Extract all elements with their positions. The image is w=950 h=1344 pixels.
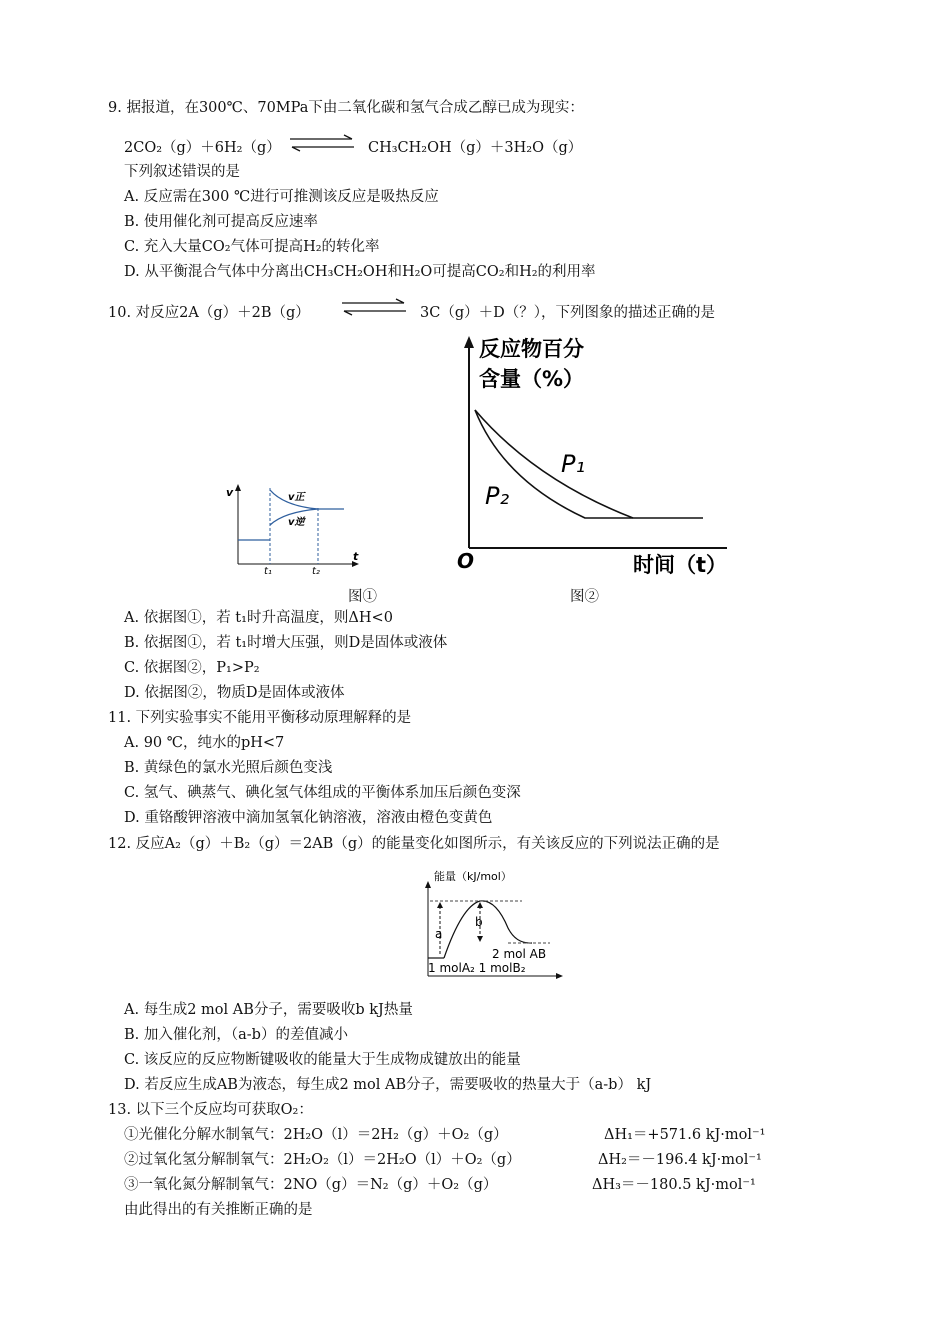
fig2-p2-label: P₂ (485, 482, 510, 510)
q13-dh-3: ΔH₃＝－180.5 kJ·mol⁻¹ (592, 1177, 756, 1193)
q10-option-b: B. 依据图①，若 t₁时增大压强，则D是固体或液体 (124, 635, 448, 651)
figure-2-caption: 图② (570, 589, 599, 605)
fig2-p1-label: P₁ (561, 450, 586, 478)
q10-option-c: C. 依据图②，P₁>P₂ (124, 660, 260, 676)
q9-option-d: D. 从平衡混合气体中分离出CH₃CH₂OH和H₂O可提高CO₂和H₂的利用率 (124, 264, 596, 280)
energy-reactant-label: 1 molA₂ 1 molB₂ (428, 961, 526, 975)
fig2-y-label-line1: 反应物百分 (479, 337, 584, 361)
q13-reaction-3: ③一氧化氮分解制氧气：2NO（g）＝N₂（g）＋O₂（g） (124, 1177, 498, 1193)
q13-dh-1: ΔH₁＝+571.6 kJ·mol⁻¹ (604, 1127, 766, 1143)
energy-label-a: a (435, 927, 443, 941)
q10-option-a: A. 依据图①，若 t₁时升高温度，则ΔH<0 (124, 610, 393, 626)
figure-1-velocity-time (222, 478, 367, 574)
q9-option-a: A. 反应需在300 ℃进行可推测该反应是吸热反应 (124, 189, 439, 205)
q9-option-b: B. 使用催化剂可提高反应速率 (124, 214, 318, 230)
q13-ask: 由此得出的有关推断正确的是 (124, 1202, 313, 1218)
fig1-y-label: v (226, 486, 234, 499)
fig1-v-forward: v正 (288, 492, 305, 503)
q12-option-a: A. 每生成2 mol AB分子，需要吸收b kJ热量 (124, 1002, 413, 1018)
equilibrium-arrow-icon (288, 134, 356, 152)
fig2-y-label-line2: 含量（%） (479, 367, 585, 391)
energy-product-label: 2 mol AB (492, 947, 547, 961)
fig1-v-reverse: v逆 (288, 517, 305, 528)
q13-dh-2: ΔH₂＝－196.4 kJ·mol⁻¹ (598, 1152, 762, 1168)
energy-y-label: 能量（kJ/mol） (434, 870, 512, 883)
q12-option-d: D. 若反应生成AB为液态，每生成2 mol AB分子，需要吸收的热量大于（a-b） kJ (124, 1077, 652, 1093)
q11-option-a: A. 90 ℃，纯水的pH<7 (124, 735, 285, 751)
figure-1-caption: 图① (348, 589, 377, 605)
q12-option-b: B. 加入催化剂，（a-b）的差值减小 (124, 1027, 348, 1043)
fig1-t2: t₂ (312, 566, 320, 574)
fig1-t1: t₁ (264, 566, 272, 574)
q9-equation-left: 2CO₂（g）＋6H₂（g） (124, 140, 281, 156)
fig1-x-label: t (353, 550, 359, 563)
q9-option-c: C. 充入大量CO₂气体可提高H₂的转化率 (124, 239, 380, 255)
q10-option-d: D. 依据图②，物质D是固体或液体 (124, 685, 345, 701)
q13-reaction-2: ②过氧化氢分解制氧气：2H₂O₂（l）＝2H₂O（l）＋O₂（g） (124, 1152, 521, 1168)
q12-option-c: C. 该反应的反应物断键吸收的能量大于生成物成键放出的能量 (124, 1052, 521, 1068)
q12-stem: 12. 反应A₂（g）＋B₂（g）＝2AB（g）的能量变化如图所示，有关该反应的下列说法正确的是 (108, 836, 720, 852)
q9-ask: 下列叙述错误的是 (124, 164, 240, 180)
q10-stem-left: 10. 对反应2A（g）＋2B（g） (108, 305, 310, 321)
equilibrium-arrow-icon (340, 298, 408, 316)
q9-stem: 9. 据报道，在300℃、70MPa下由二氧化碳和氢气合成乙醇已成为现实： (108, 100, 584, 116)
q9-equation-right: CH₃CH₂OH（g）＋3H₂O（g） (368, 140, 583, 156)
energy-label-b: b (475, 915, 483, 929)
fig2-origin: O (457, 549, 475, 573)
q11-option-d: D. 重铬酸钾溶液中滴加氢氧化钠溶液，溶液由橙色变黄色 (124, 810, 493, 826)
q13-reaction-1: ①光催化分解水制氧气：2H₂O（l）＝2H₂（g）＋O₂（g） (124, 1127, 508, 1143)
q10-stem-right: 3C（g）＋D（？），下列图象的描述正确的是 (420, 305, 715, 321)
q11-option-b: B. 黄绿色的氯水光照后颜色变浅 (124, 760, 333, 776)
figure-2-content-time (455, 330, 745, 578)
q11-stem: 11. 下列实验事实不能用平衡移动原理解释的是 (108, 710, 412, 726)
fig2-x-label: 时间（t） (633, 553, 728, 577)
q11-option-c: C. 氢气、碘蒸气、碘化氢气体组成的平衡体系加压后颜色变深 (124, 785, 521, 801)
q13-stem: 13. 以下三个反应均可获取O₂： (108, 1102, 313, 1118)
figure-energy-diagram (418, 866, 568, 982)
